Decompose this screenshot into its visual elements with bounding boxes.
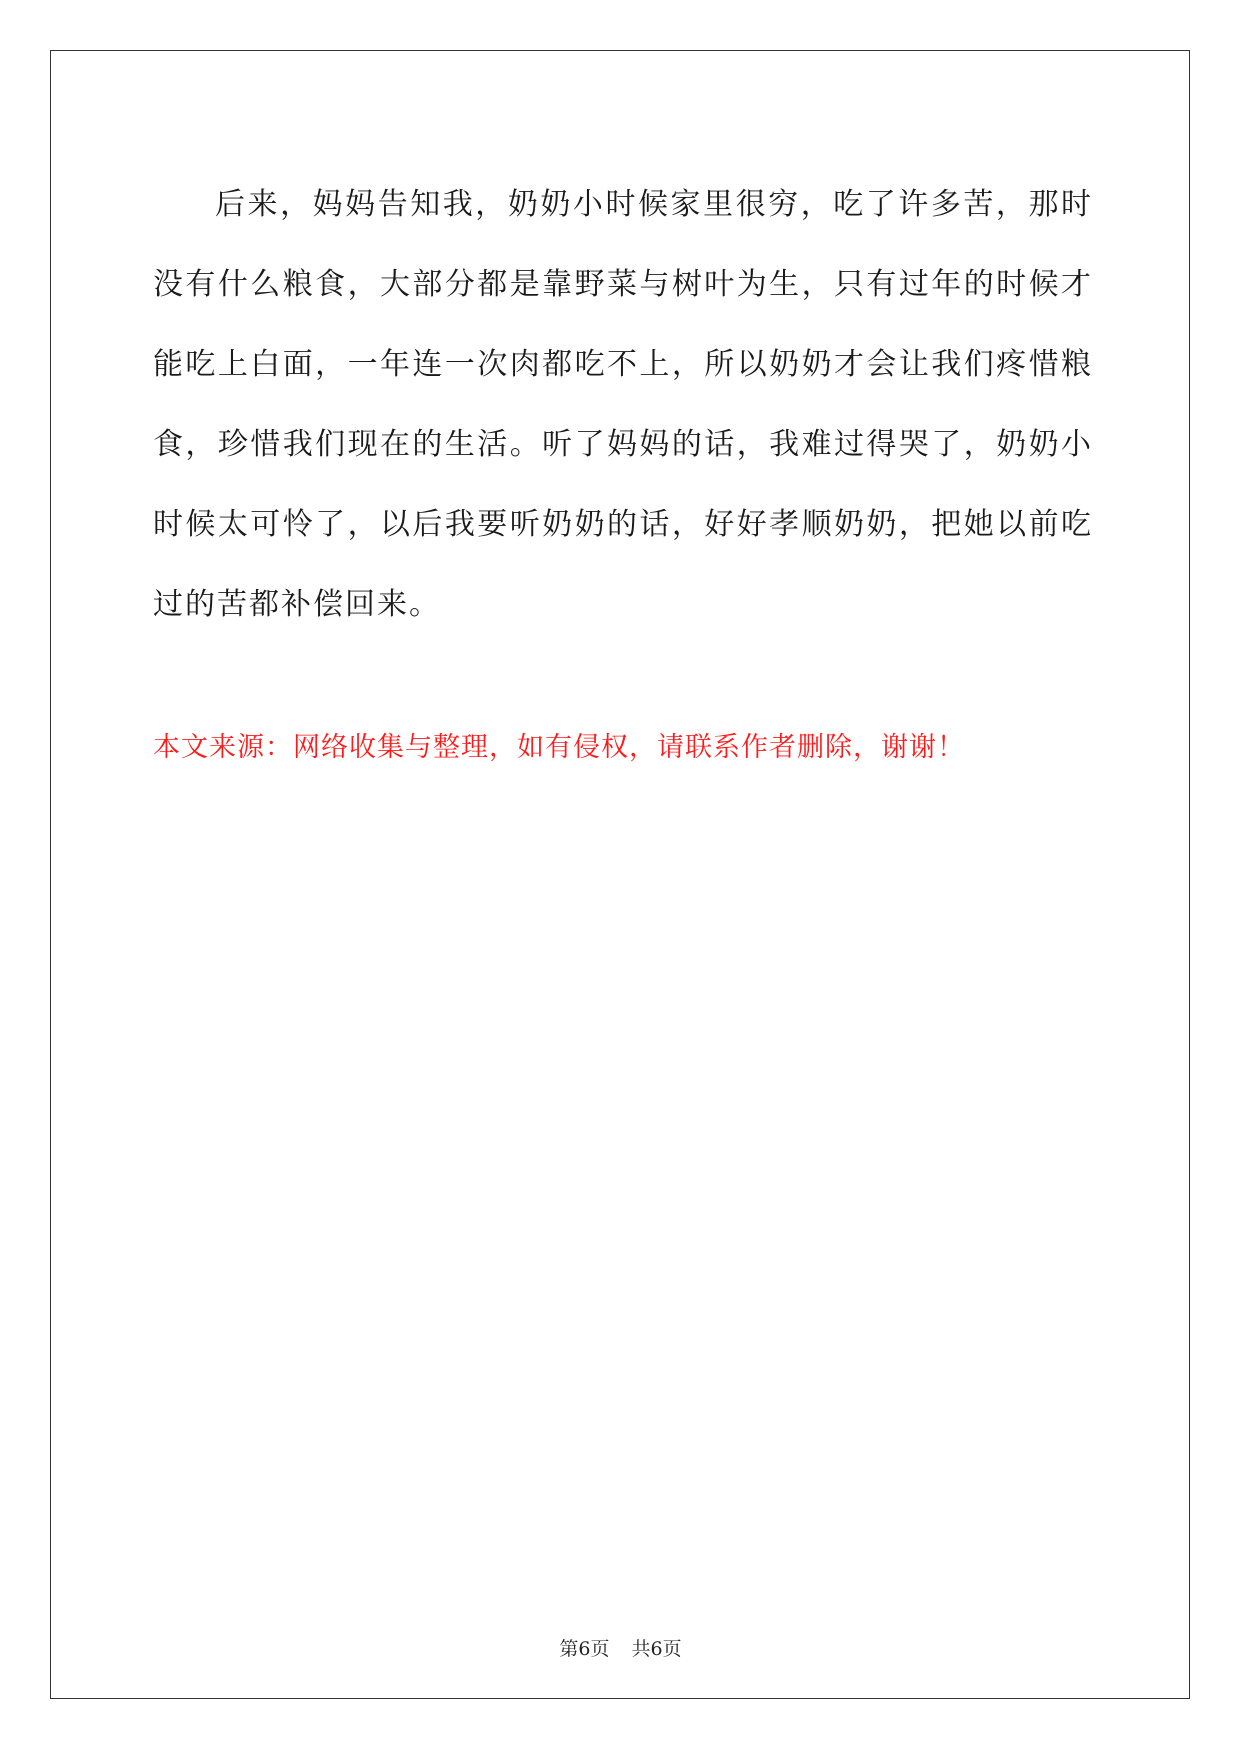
page-footer [0, 1634, 1241, 1661]
source-note: 本文来源：网络收集与整理，如有侵权，请联系作者删除，谢谢！ [153, 732, 965, 763]
current-page-label: 第6页 [559, 1638, 610, 1660]
body-paragraph: 后来，妈妈告知我，奶奶小时候家里很穷，吃了许多苦，那时没有什么粮食，大部分都是靠野菜与树叶为生，只有过年的时候才能吃上白面，一年连一次肉都吃不上，所以奶奶才会让我们疼惜粮食，珍惜我们现在的生活。听了妈妈的话，我难过得哭了，奶奶小时候太可怜了，以后我要听奶奶的话，好好孝顺奶奶，把她以前吃过的苦都补偿回来。 [153, 187, 1093, 622]
total-pages-label: 共6页 [631, 1638, 682, 1660]
